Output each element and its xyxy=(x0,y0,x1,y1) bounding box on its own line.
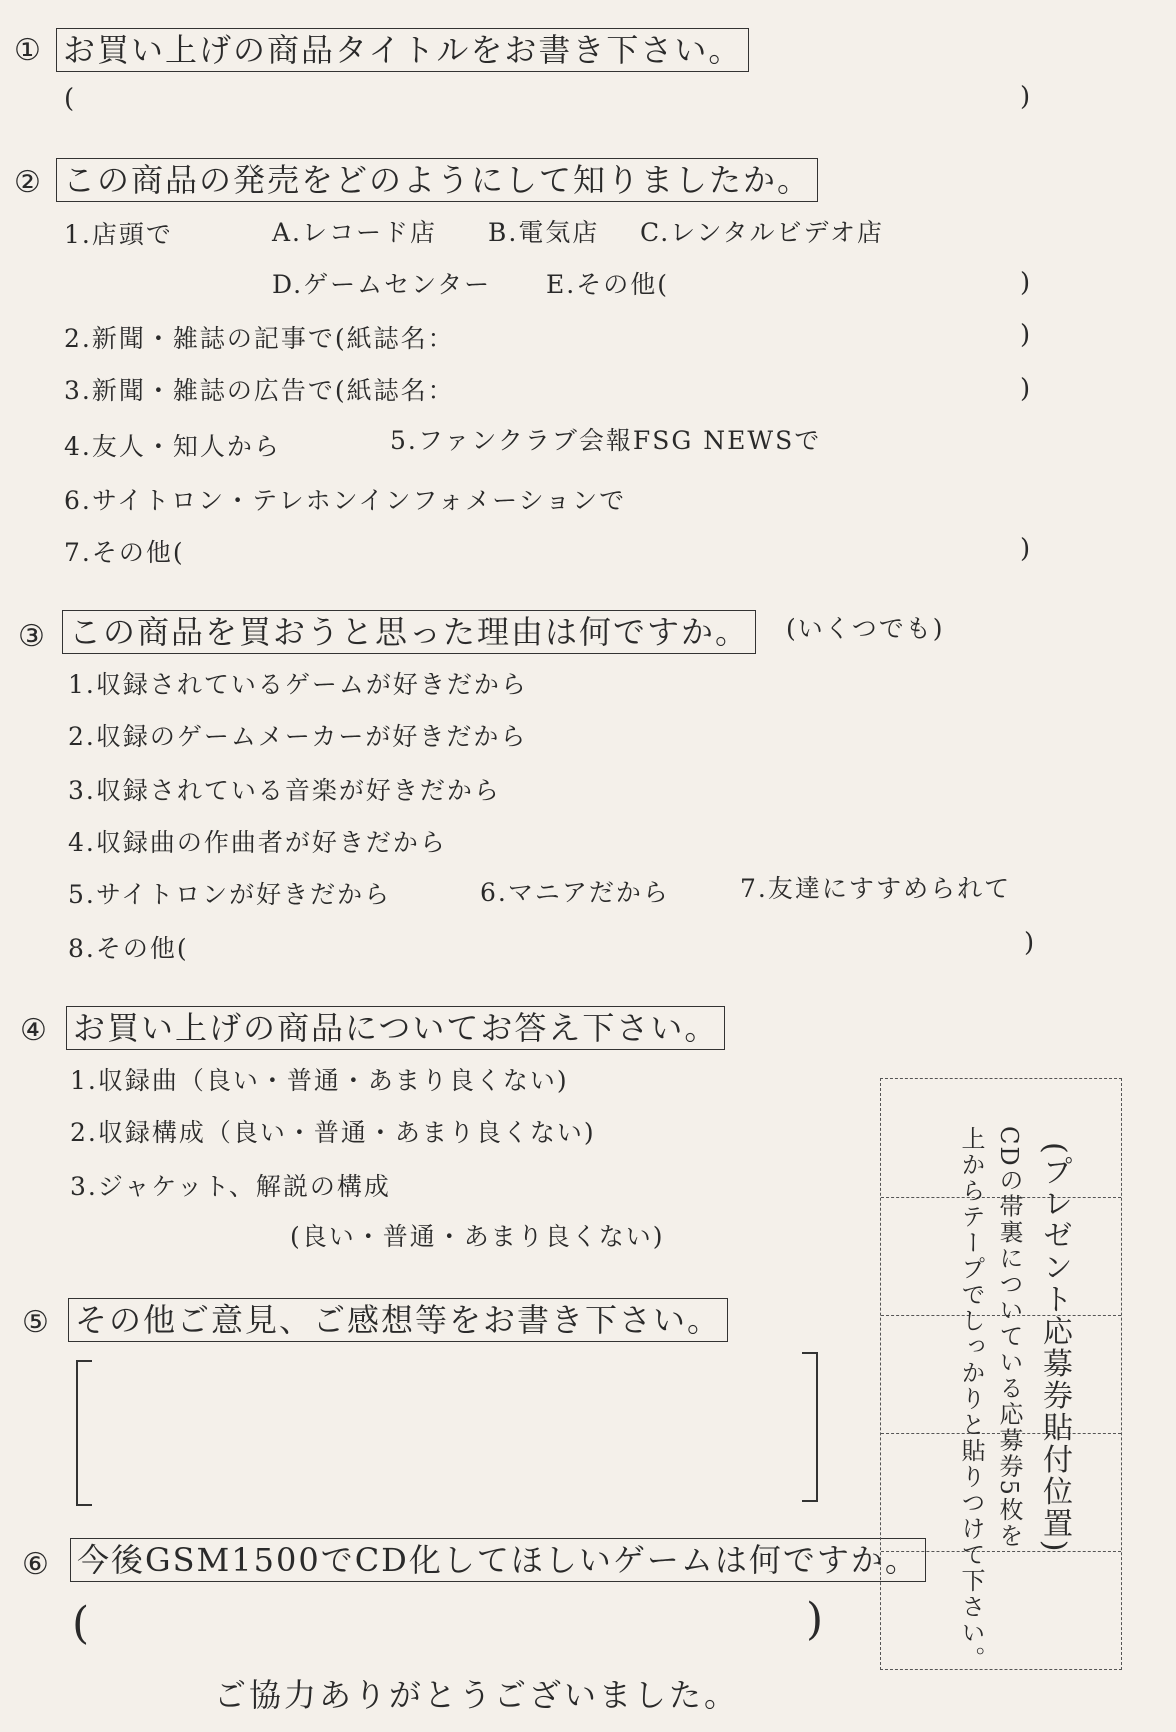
q2-option-1a: A.レコード店 xyxy=(272,218,438,247)
coupon-title: (プレゼント応募券貼付位置) xyxy=(1037,1142,1072,1554)
question-number-2: ② xyxy=(14,165,41,200)
q2-option-2-close: ) xyxy=(1020,320,1031,350)
q2-option-5: 5.ファンクラブ会報FSG NEWSで xyxy=(390,426,822,455)
question-6-title: 今後GSM1500でCD化してほしいゲームは何ですか。 xyxy=(70,1538,926,1582)
q3-option-8-close: ) xyxy=(1024,928,1035,958)
q4-option-1: 1.収録曲（良い・普通・あまり良くない) xyxy=(70,1066,569,1095)
q4-option-3-rating: (良い・普通・あまり良くない) xyxy=(290,1222,665,1251)
q3-note: (いくつでも) xyxy=(786,614,945,643)
question-number-1: ① xyxy=(14,33,41,68)
q3-option-4: 4.収録曲の作曲者が好きだから xyxy=(68,828,447,857)
question-number-4: ④ xyxy=(20,1013,47,1048)
q2-option-7-close: ) xyxy=(1020,534,1031,564)
q4-option-2: 2.収録構成（良い・普通・あまり良くない) xyxy=(70,1118,596,1147)
q6-answer-open: ( xyxy=(72,1598,90,1649)
q1-answer-open: ( xyxy=(64,84,75,114)
question-3-title: この商品を買おうと思った理由は何ですか。 xyxy=(62,610,756,654)
q5-bracket-left xyxy=(76,1360,92,1506)
q2-option-1e: E.その他( xyxy=(546,270,669,299)
q3-option-6: 6.マニアだから xyxy=(480,878,670,907)
q2-option-1b: B.電気店 xyxy=(488,218,600,247)
q2-option-6: 6.サイトロン・テレホンインフォメーションで xyxy=(64,486,627,515)
q2-option-1: 1.店頭で xyxy=(64,220,173,249)
q2-option-3: 3.新聞・雑誌の広告で(紙誌名： xyxy=(64,376,455,405)
q3-option-1: 1.収録されているゲームが好きだから xyxy=(68,670,528,699)
question-number-5: ⑤ xyxy=(22,1305,49,1340)
q3-option-2: 2.収録のゲームメーカーが好きだから xyxy=(68,722,528,751)
coupon-instruction-1: CDの帯裏についている応募券5枚を xyxy=(995,1126,1023,1549)
q2-option-4: 4.友人・知人から xyxy=(64,432,281,461)
q2-option-2: 2.新聞・雑誌の記事で(紙誌名： xyxy=(64,324,455,353)
question-1-title: お買い上げの商品タイトルをお書き下さい。 xyxy=(56,28,749,72)
q6-answer-close: ) xyxy=(806,1594,824,1645)
q1-answer-close: ) xyxy=(1020,82,1031,112)
question-number-3: ③ xyxy=(18,619,45,654)
question-2-title: この商品の発売をどのようにして知りましたか。 xyxy=(56,158,818,202)
q2-option-3-close: ) xyxy=(1020,374,1031,404)
question-number-6: ⑥ xyxy=(22,1547,49,1582)
q2-option-7: 7.その他( xyxy=(64,538,185,567)
q3-option-3: 3.収録されている音楽が好きだから xyxy=(68,776,501,805)
coupon-instruction-2: 上からテープでしっかりと貼りつけて下さい。 xyxy=(957,1126,985,1672)
closing-message: ご協力ありがとうございました。 xyxy=(214,1676,740,1714)
q2-option-1c: C.レンタルビデオ店 xyxy=(640,218,885,247)
q3-option-5: 5.サイトロンが好きだから xyxy=(68,880,392,909)
q5-bracket-right xyxy=(802,1352,818,1502)
question-5-title: その他ご意見、ご感想等をお書き下さい。 xyxy=(68,1298,728,1342)
q3-option-7: 7.友達にすすめられて xyxy=(740,874,1012,903)
q2-option-1e-close: ) xyxy=(1020,268,1031,298)
q3-option-8: 8.その他( xyxy=(68,934,189,963)
question-4-title: お買い上げの商品についてお答え下さい。 xyxy=(66,1006,725,1050)
q2-option-1d: D.ゲームセンター xyxy=(272,270,492,299)
q4-option-3: 3.ジャケット、解説の構成 xyxy=(70,1172,391,1201)
